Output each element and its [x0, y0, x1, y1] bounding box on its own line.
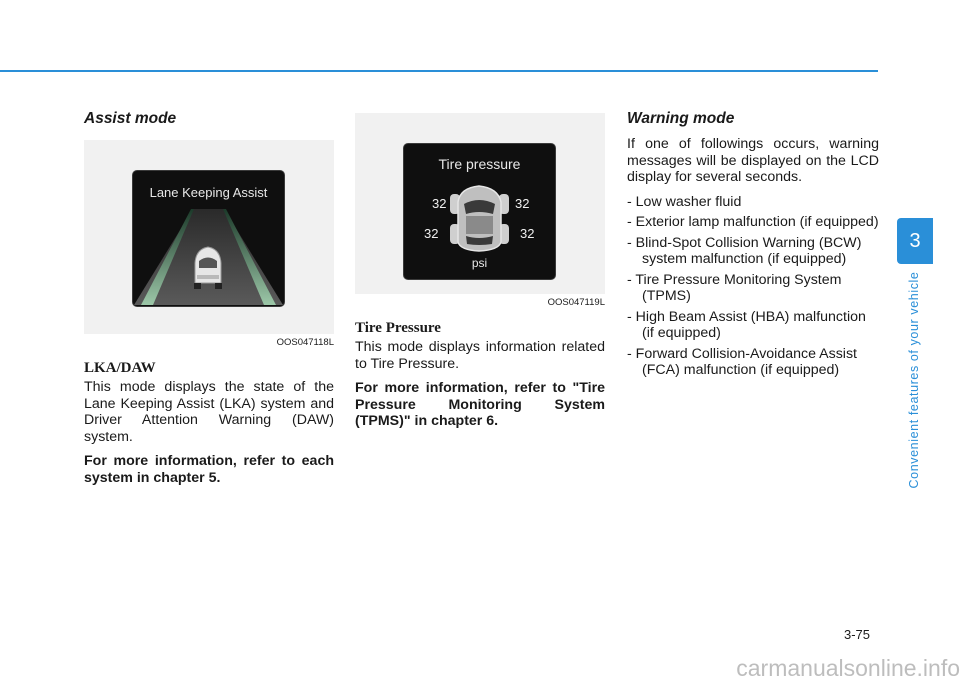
warning-mode-intro: If one of followings occurs, warning messages will be displayed on the LCD display for several seconds. [627, 136, 879, 185]
list-item: - Low washer fluid [627, 193, 742, 210]
tire-pressure-figure [355, 113, 605, 294]
warning-mode-heading: Warning mode [627, 110, 735, 127]
tire-screen-title: Tire pressure [438, 156, 521, 172]
tire-unit-label: psi [471, 256, 488, 270]
list-item: - High Beam Assist (HBA) malfunction (if equipped) [627, 308, 866, 341]
lka-daw-subheading: LKA/DAW [84, 360, 156, 376]
header-rule [0, 70, 878, 72]
tire-front-left-value: 32 [432, 196, 447, 211]
lka-screen-title: Lane Keeping Assist [149, 185, 268, 200]
list-item: - Tire Pressure Monitoring System (TPMS) [627, 271, 842, 304]
chapter-number: 3 [909, 230, 921, 252]
chapter-tab [897, 218, 933, 264]
tire-pressure-body: This mode displays information related to Tire Pressure. [355, 339, 605, 372]
tire-front-right-value: 32 [515, 196, 530, 211]
lka-cluster-screen [132, 170, 285, 307]
lka-figure [84, 140, 334, 334]
middle-column [355, 113, 605, 438]
tire-rear-right-value: 32 [520, 226, 535, 241]
lka-figure-code: OOS047118L [276, 337, 334, 348]
lka-daw-note: For more information, refer to each system in chapter 5. [84, 453, 334, 486]
warning-list [627, 194, 879, 379]
list-item: - Forward Collision-Avoidance Assist (FCA) malfunction (if equipped) [627, 345, 857, 378]
lka-daw-body: This mode displays the state of the Lane Keeping Assist (LKA) system and Driver Attention Warning (DAW) system. [84, 379, 334, 445]
tire-pressure-note: For more information, refer to "Tire Pressure Monitoring System (TPMS)" in chapter 6. [355, 380, 605, 429]
footer-watermark: carmanualsonline.info [736, 655, 960, 681]
chapter-side-title: Convenient features of your vehicle [907, 271, 921, 489]
right-column [627, 104, 879, 383]
tire-rear-left-value: 32 [424, 226, 439, 241]
tire-pressure-screen [403, 143, 556, 280]
tire-pressure-subheading: Tire Pressure [355, 320, 441, 336]
car-rear-icon [194, 247, 222, 289]
list-item: - Blind-Spot Collision Warning (BCW) system malfunction (if equipped) [627, 234, 862, 267]
tire-figure-code: OOS047119L [547, 297, 605, 308]
left-column [84, 104, 334, 494]
page-number: 3-75 [843, 627, 870, 642]
list-item: - Exterior lamp malfunction (if equipped) [627, 214, 879, 230]
assist-mode-heading: Assist mode [84, 110, 177, 127]
